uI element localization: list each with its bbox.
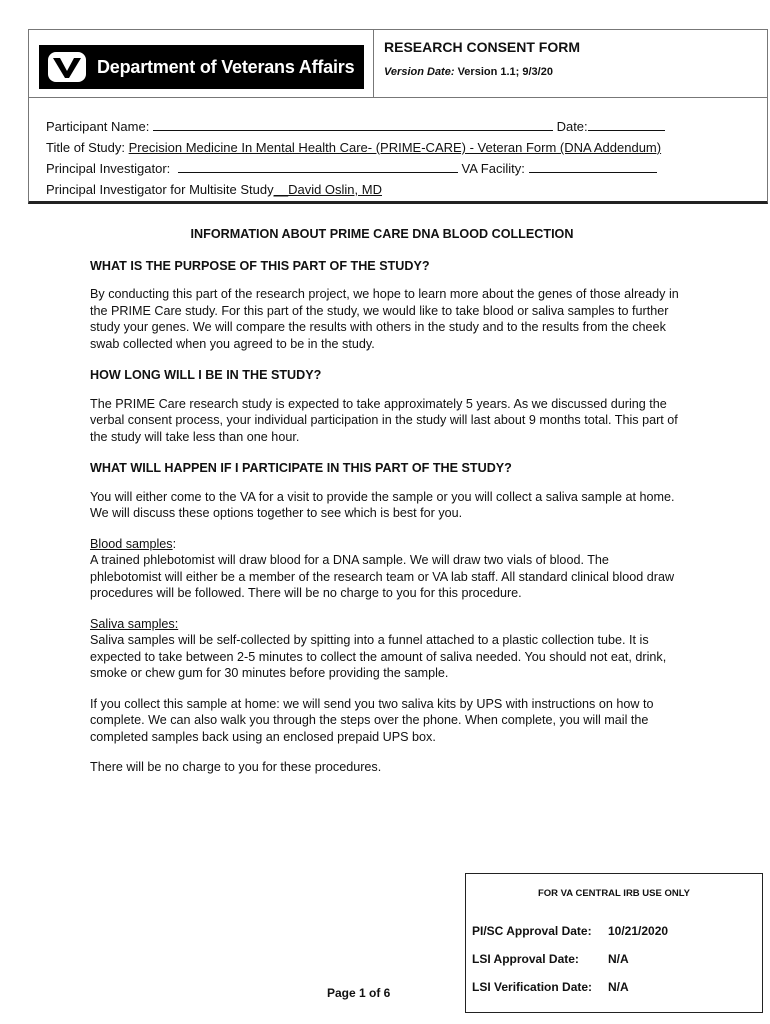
charge-paragraph: There will be no charge to you for these procedures. (90, 760, 382, 774)
irb-pisc-label: PI/SC Approval Date: (472, 924, 592, 938)
multisite-value: __David Oslin, MD (273, 182, 382, 197)
duration-paragraph: The PRIME Care research study is expected to take approximately 5 years. As we discussed during the verbal consent process, your individual participation in the study will last about 9 months total. This part of the study will take less than one hour. (90, 396, 678, 444)
page-number: Page 1 of 6 (327, 986, 391, 1000)
version-line (384, 66, 767, 78)
participant-name-label: Participant Name: (46, 119, 150, 134)
purpose-paragraph: By conducting this part of the research project, we hope to learn more about the genes of those already in the PRIME Care study. For this part of the study, we would like to take blood or saliva samples to further study your genes. We will compare the results with others in the study and to the results from the cheek swab collected when you agreed to be in the study. (90, 287, 679, 351)
duration-heading: HOW LONG WILL I BE IN THE STUDY? (90, 368, 322, 382)
facility-label: VA Facility: (461, 161, 525, 176)
study-title-value: Precision Medicine In Mental Health Care- (PRIME-CARE) - Veteran Form (DNA Addendum) (128, 140, 662, 155)
agency-name: Department of Veterans Affairs (97, 56, 355, 77)
study-title-row (46, 137, 757, 158)
participant-row (46, 116, 757, 137)
pi-field[interactable] (178, 159, 458, 173)
va-logo (39, 45, 364, 89)
participant-fields (46, 116, 757, 200)
version-label: Version Date: (384, 66, 455, 78)
participant-name-field[interactable] (153, 117, 553, 131)
saliva-samples-text: Saliva samples will be self-collected by spitting into a funnel attached to a plastic collection tube. It is expected to take between 2-5 minutes to collect the amount of saliva needed. You should not eat, drink, smoke or chew gum for 30 minutes before providing the sample. (90, 633, 667, 680)
form-title-cell (374, 30, 767, 98)
irb-lsi-verification-value: N/A (608, 980, 629, 994)
form-title: RESEARCH CONSENT FORM (384, 39, 581, 55)
facility-field[interactable] (529, 159, 657, 173)
participate-heading: WHAT WILL HAPPEN IF I PARTICIPATE IN THIS PART OF THE STUDY? (90, 461, 512, 475)
pi-label: Principal Investigator: (46, 161, 171, 176)
irb-lsi-approval-value: N/A (608, 952, 629, 966)
irb-box (465, 873, 763, 1013)
study-title-label: Title of Study: (46, 140, 125, 155)
saliva-samples-label: Saliva samples: (90, 616, 179, 631)
irb-title: FOR VA CENTRAL IRB USE ONLY (537, 888, 690, 899)
irb-lsi-verification-label: LSI Verification Date: (472, 980, 593, 994)
version-value: Version 1.1; 9/3/20 (457, 66, 553, 78)
blood-samples-label: Blood samples (90, 536, 173, 551)
multisite-label: Principal Investigator for Multisite Study (46, 182, 274, 197)
form-header (28, 29, 768, 204)
participate-paragraph: You will either come to the VA for a visit to provide the sample or you will collect a saliva sample at home. We will discuss these options together to see which is best for you. (90, 489, 675, 520)
pi-row (46, 158, 757, 179)
main-heading: INFORMATION ABOUT PRIME CARE DNA BLOOD COLLECTION (190, 227, 574, 241)
document-body (90, 226, 680, 790)
va-seal-icon (45, 50, 89, 84)
date-field[interactable] (588, 117, 665, 131)
blood-samples-section: Blood samples: A trained phlebotomist will draw blood for a DNA sample. We will draw two vials of blood. The phlebotomist will either be a member of the research team or VA lab staff. All standard clinical blood draw procedures will be followed. There will be no charge to you for this procedure. (90, 536, 675, 600)
logo-cell (29, 30, 374, 98)
multisite-row (46, 179, 757, 200)
purpose-heading: WHAT IS THE PURPOSE OF THIS PART OF THE STUDY? (90, 258, 430, 273)
saliva-samples-section (90, 616, 680, 682)
irb-pisc-value: 10/21/2020 (608, 924, 669, 938)
irb-lsi-approval-label: LSI Approval Date: (472, 952, 579, 966)
home-collection-paragraph: If you collect this sample at home: we will send you two saliva kits by UPS with instructions on how to complete. We can also walk you through the steps over the phone. When complete, you will mail the completed samples back using an enclosed prepaid UPS box. (90, 696, 654, 744)
blood-samples-text: A trained phlebotomist will draw blood for a DNA sample. We will draw two vials of blood. The phlebotomist will either be a member of the research team or VA lab staff. All standard clinical blood draw procedures will be followed. There will be no charge to you for this procedure. (90, 553, 675, 600)
date-label: Date: (556, 119, 588, 134)
